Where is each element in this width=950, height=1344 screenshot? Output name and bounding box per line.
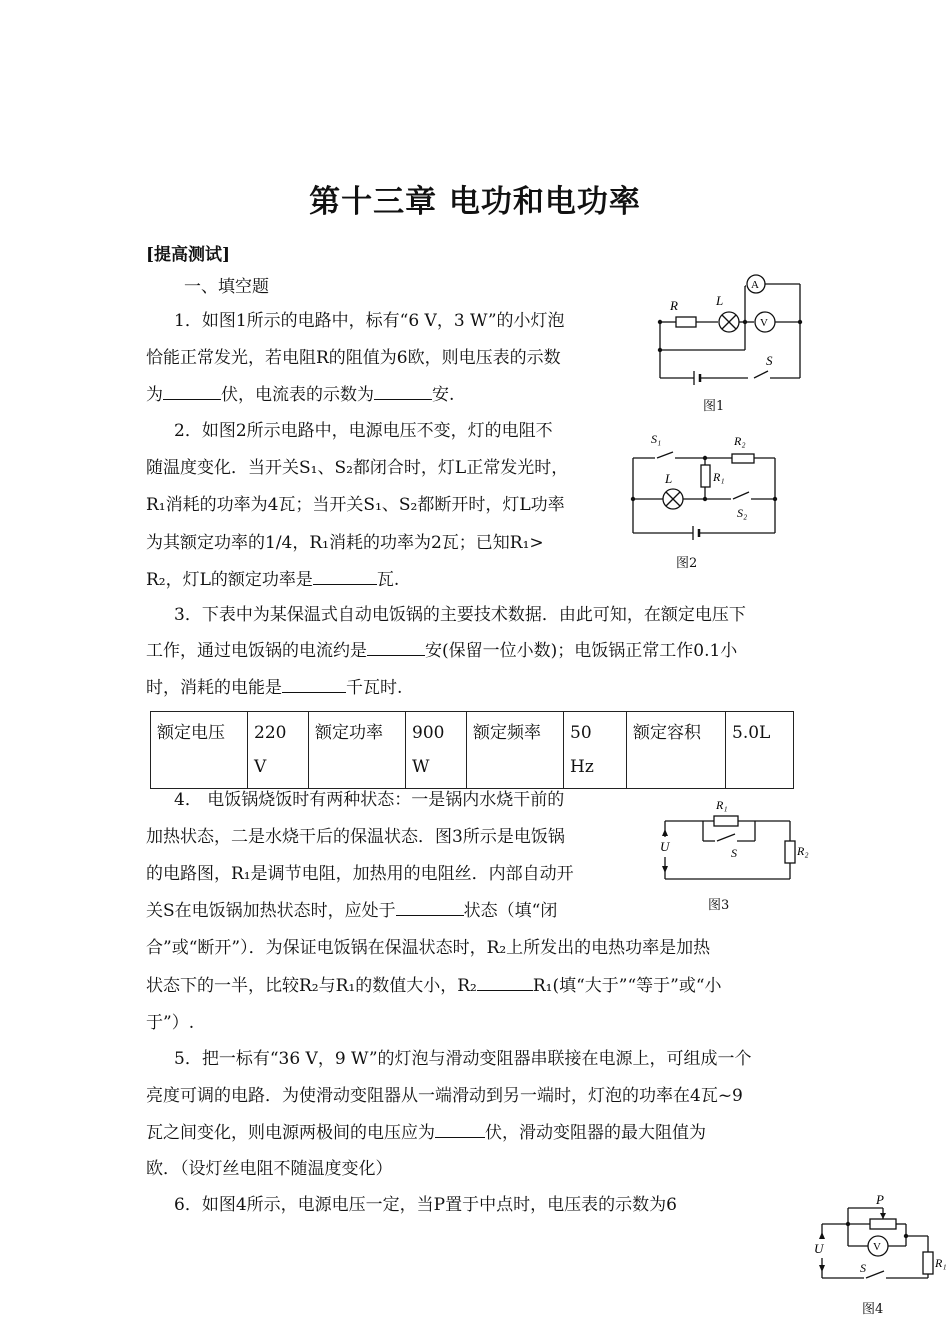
- fig4-caption: 图4: [862, 1302, 884, 1317]
- q5-blank-voltage[interactable]: [435, 1123, 485, 1138]
- figure-2-circuit: [625, 425, 785, 550]
- q3-line3: 时，消耗的电能是 千瓦时.: [146, 678, 403, 698]
- fig4-label-R1: R₁: [935, 1256, 947, 1270]
- table-cell: 额定频率: [467, 712, 564, 789]
- q3-blank-current[interactable]: [367, 641, 425, 656]
- figure-1-circuit: [650, 270, 810, 415]
- part-heading: 一、填空题: [184, 277, 269, 297]
- q5-line4: 欧．（设灯丝电阻不随温度变化）: [146, 1159, 393, 1179]
- table-cell: 额定容积: [627, 712, 726, 789]
- table-cell: 220 V: [248, 712, 309, 789]
- fig4-label-S: S: [860, 1261, 866, 1275]
- q6-line1: 6．如图4所示，电源电压一定，当P置于中点时，电压表的示数为6: [174, 1195, 677, 1215]
- q5-line3: 瓦之间变化，则电源两极间的电压应为 伏，滑动变阻器的最大阻值为: [146, 1123, 706, 1143]
- q2-line3: R₁消耗的功率为4瓦；当开关S₁、S₂都断开时，灯L功率: [146, 495, 565, 515]
- q4-line2: 加热状态，二是水烧干后的保温状态．图3所示是电饭锅: [146, 827, 565, 847]
- q2-blank-power[interactable]: [313, 570, 377, 585]
- q3-blank-energy[interactable]: [282, 678, 346, 693]
- table-row: [151, 712, 794, 789]
- fig1-label-L: L: [716, 293, 724, 308]
- figure-3-circuit: [655, 795, 815, 890]
- fig1-label-V: V: [760, 317, 768, 329]
- fig3-label-U: U: [660, 839, 670, 854]
- fig4-label-U: U: [814, 1241, 824, 1256]
- q4-line3: 的电路图，R₁是调节电阻，加热用的电阻丝．内部自动开: [146, 864, 574, 884]
- section-heading: [提高测试]: [146, 245, 231, 265]
- fig2-label-L: L: [665, 471, 673, 486]
- fig1-label-S: S: [766, 353, 773, 368]
- q4-line5: 合”或“断开”）．为保证电饭锅在保温状态时，R₂上所发出的电热功率是加热: [146, 938, 711, 958]
- q1-line2: 恰能正常发光，若电阻R的阻值为6欧，则电压表的示数: [146, 348, 561, 368]
- page-title: 第十三章 电功和电功率: [309, 184, 641, 220]
- fig2-label-R2: R₂: [734, 434, 746, 448]
- q2-line5: R₂，灯L的额定功率是 瓦.: [146, 570, 400, 590]
- fig1-label-R: R: [670, 298, 678, 313]
- fig3-label-R1: R₁: [716, 798, 728, 812]
- q1-line1: 1．如图1所示的电路中，标有“6 V，3 W”的小灯泡: [174, 311, 565, 331]
- q2-line2: 随温度变化．当开关S₁、S₂都闭合时，灯L正常发光时，: [146, 458, 569, 478]
- table-cell: 额定功率: [309, 712, 406, 789]
- fig2-caption: 图2: [676, 556, 698, 571]
- figure-4-circuit: [808, 1190, 950, 1295]
- fig3-label-R2: R₂: [797, 844, 809, 858]
- q4-line6: 状态下的一半，比较R₂与R₁的数值大小，R₂ R₁(填“大于”“等于”或“小: [146, 976, 722, 996]
- q5-line1: 5．把一标有“36 V，9 W”的灯泡与滑动变阻器串联接在电源上，可组成一个: [174, 1049, 752, 1069]
- fig2-label-R1: R₁: [713, 470, 725, 484]
- q5-line2: 亮度可调的电路．为使滑动变阻器从一端滑动到另一端时，灯泡的功率在4瓦~9: [146, 1086, 743, 1106]
- fig4-label-V: V: [873, 1241, 881, 1253]
- table-cell: 900 W: [406, 712, 467, 789]
- q4-blank-state[interactable]: [396, 901, 464, 916]
- fig2-label-S1: S₁: [651, 432, 662, 446]
- q4-blank-compare[interactable]: [477, 976, 533, 991]
- fig3-label-S: S: [731, 846, 737, 860]
- q1-line3: 为 伏，电流表的示数为 安.: [146, 385, 455, 405]
- q3-line1: 3．下表中为某保温式自动电饭锅的主要技术数据．由此可知，在额定电压下: [174, 605, 746, 625]
- q4-line1: 4． 电饭锅烧饭时有两种状态：一是锅内水烧干前的: [174, 790, 565, 810]
- q3-line2: 工作，通过电饭锅的电流约是 安(保留一位小数)；电饭锅正常工作0.1小: [146, 641, 738, 661]
- fig4-label-P: P: [876, 1192, 884, 1207]
- table-cell: 额定电压: [151, 712, 248, 789]
- q4-line4: 关S在电饭锅加热状态时，应处于 状态（填“闭: [146, 901, 558, 921]
- q1-blank-voltage[interactable]: [163, 385, 221, 400]
- q2-line4: 为其额定功率的1/4，R₁消耗的功率为2瓦；已知R₁>: [146, 533, 544, 553]
- fig1-caption: 图1: [703, 399, 725, 414]
- q2-line1: 2．如图2所示电路中，电源电压不变，灯的电阻不: [174, 421, 553, 441]
- fig1-label-A: A: [751, 279, 759, 291]
- table-cell: 5.0L: [726, 712, 794, 789]
- table-cell: 50 Hz: [564, 712, 627, 789]
- fig2-label-S2: S₂: [737, 506, 748, 520]
- spec-table: [150, 711, 794, 789]
- q1-blank-current[interactable]: [374, 385, 432, 400]
- q4-line7: 于”）.: [146, 1013, 195, 1033]
- fig3-caption: 图3: [708, 898, 730, 913]
